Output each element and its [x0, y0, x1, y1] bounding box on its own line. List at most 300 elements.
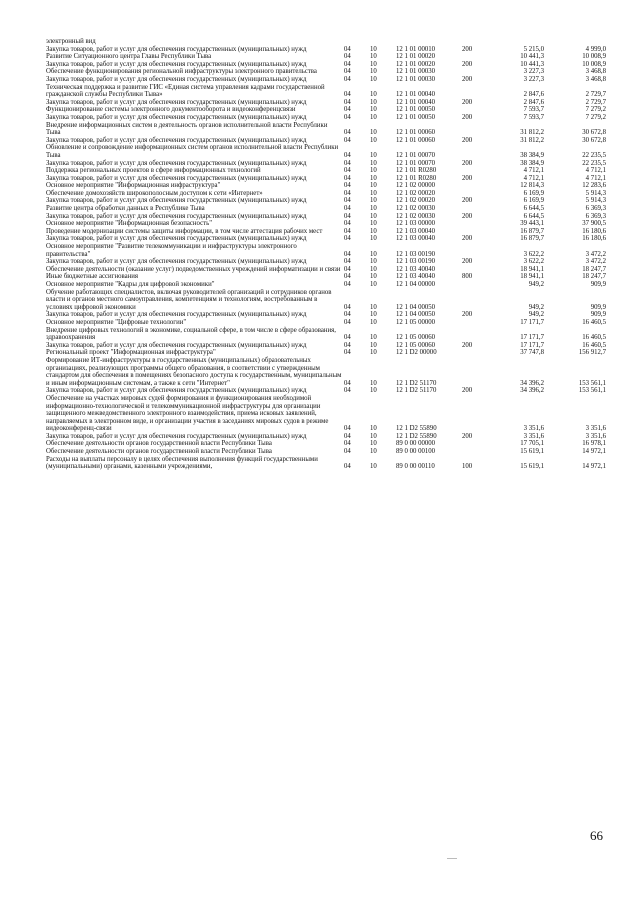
expense-type-code: 200	[462, 60, 473, 68]
row-description: Развитие центра обработки данных в Республике Тыва	[46, 205, 205, 213]
section-code: 04	[344, 273, 351, 281]
table-row	[46, 387, 606, 395]
table-row	[46, 76, 606, 84]
amount-year-2: 3 468,8	[585, 75, 606, 83]
section-code: 04	[344, 151, 351, 159]
subsection-code: 10	[370, 151, 377, 159]
target-article-code: 12 1 D2 51170	[396, 387, 437, 395]
amount-year-2: 10 008,9	[582, 53, 606, 61]
section-code: 04	[344, 387, 351, 395]
section-code: 04	[344, 303, 351, 311]
expense-type-code: 200	[462, 311, 473, 319]
section-code: 04	[344, 60, 351, 68]
table-row	[46, 68, 606, 76]
section-code: 04	[344, 205, 351, 213]
amount-year-2: 16 460,5	[582, 341, 606, 349]
amount-year-1: 6 644,5	[523, 205, 544, 213]
target-article-code: 12 1 01 00070	[396, 151, 436, 159]
subsection-code: 10	[370, 379, 377, 387]
amount-year-2: 22 235,5	[582, 151, 606, 159]
amount-year-2: 3 472,2	[585, 258, 606, 266]
amount-year-1: 949,2	[528, 281, 544, 288]
row-description: Обеспечение на участках мировых судей формирования и функционирования необходимой информационно-технологической и телекоммуникационной инфраструктуры для организации защищенного межведомственного электронного взаимодействия, приема исковых заявлений, направляемых в электронном виде, и организации участия в заседаниях мировых судов в режиме видеоконференц-связи	[46, 394, 329, 433]
section-code: 04	[344, 113, 351, 121]
row-description: Иные бюджетные ассигнования	[46, 273, 139, 281]
section-code: 04	[344, 341, 351, 349]
amount-year-2: 16 460,5	[582, 318, 606, 326]
subsection-code: 10	[370, 235, 377, 243]
table-row	[46, 440, 606, 448]
target-article-code: 12 1 01 00040	[396, 98, 436, 106]
amount-year-1: 7 593,7	[523, 106, 544, 114]
expense-type-code: 200	[462, 197, 473, 205]
target-article-code: 12 1 05 00060	[396, 334, 436, 342]
amount-year-1: 4 712,1	[523, 167, 544, 175]
table-row	[46, 243, 606, 258]
row-description: Обновление и сопровождение информационных систем органов исполнительной власти Республики Тыва	[46, 144, 339, 159]
row-description: Основное мероприятие "Информационная инфраструктура"	[46, 182, 221, 190]
section-code: 04	[344, 167, 351, 175]
table-row	[46, 114, 606, 122]
amount-year-1: 31 812,2	[520, 136, 544, 144]
amount-year-1: 17 171,7	[520, 318, 544, 326]
subsection-code: 10	[370, 265, 377, 273]
expense-type-code: 200	[462, 136, 473, 144]
subsection-code: 10	[370, 334, 377, 342]
expense-type-code: 200	[462, 45, 473, 53]
subsection-code: 10	[370, 167, 377, 175]
target-article-code: 12 1 02 00030	[396, 212, 436, 220]
target-article-code: 12 1 01 00010	[396, 45, 436, 53]
amount-year-2: 153 561,1	[578, 379, 606, 387]
section-code: 04	[344, 45, 351, 53]
row-description: Обеспечение домохозяйств широкополосным доступом к сети «Интернет»	[46, 189, 263, 197]
row-description: Закупка товаров, работ и услуг для обеспечения государственных (муниципальных) нужд	[46, 75, 307, 83]
amount-year-2: 3 351,6	[585, 432, 606, 440]
subsection-code: 10	[370, 91, 377, 99]
target-article-code: 12 1 03 00190	[396, 250, 436, 258]
amount-year-1: 4 712,1	[523, 174, 544, 182]
row-description: Закупка товаров, работ и услуг для обеспечения государственных (муниципальных) нужд	[46, 45, 307, 53]
section-code: 04	[344, 189, 351, 197]
amount-year-2: 14 972,1	[582, 448, 606, 456]
row-description: Закупка товаров, работ и услуг для обеспечения государственных (муниципальных) нужд	[46, 212, 307, 220]
target-article-code: 12 1 01 R0280	[396, 167, 437, 175]
subsection-code: 10	[370, 463, 377, 471]
amount-year-2: 3 472,2	[585, 250, 606, 258]
row-description: Закупка товаров, работ и услуг для обеспечения государственных (муниципальных) нужд	[46, 136, 307, 144]
table-row	[46, 357, 606, 387]
section-code: 04	[344, 212, 351, 220]
table-row	[46, 258, 606, 266]
section-code: 04	[344, 75, 351, 83]
amount-year-1: 10 441,3	[520, 60, 544, 68]
row-description: Проведение модернизации системы защиты информации, в том числе аттестация рабочих мест	[46, 227, 323, 235]
amount-year-1: 17 171,7	[520, 341, 544, 349]
row-description: Основное мероприятие "Информационная безопасность"	[46, 220, 212, 228]
subsection-code: 10	[370, 448, 377, 456]
target-article-code: 12 1 03 00040	[396, 235, 436, 243]
amount-year-1: 31 812,2	[520, 129, 544, 137]
target-article-code: 12 1 02 00020	[396, 197, 436, 205]
subsection-code: 10	[370, 75, 377, 83]
amount-year-1: 6 644,5	[523, 212, 544, 220]
amount-year-2: 6 369,3	[585, 205, 606, 213]
table-row	[46, 205, 606, 213]
section-code: 04	[344, 220, 351, 228]
target-article-code: 12 1 01 00020	[396, 53, 436, 61]
table-row	[46, 456, 606, 471]
subsection-code: 10	[370, 273, 377, 281]
table-row	[46, 311, 606, 319]
amount-year-1: 39 443,1	[520, 220, 544, 228]
section-code: 04	[344, 250, 351, 258]
row-description: Обеспечение деятельности органов государственной власти Республики Тыва	[46, 440, 272, 448]
subsection-code: 10	[370, 106, 377, 114]
amount-year-1: 18 941,1	[520, 265, 544, 273]
row-description: Закупка товаров, работ и услуг для обеспечения государственных (муниципальных) нужд	[46, 235, 307, 243]
subsection-code: 10	[370, 136, 377, 144]
amount-year-2: 2 729,7	[585, 91, 606, 99]
subsection-code: 10	[370, 258, 377, 266]
amount-year-2: 16 180,6	[582, 227, 606, 235]
subsection-code: 10	[370, 98, 377, 106]
expense-type-code: 200	[462, 387, 473, 395]
table-row	[46, 46, 606, 54]
amount-year-1: 38 384,9	[520, 151, 544, 159]
table-row	[46, 433, 606, 441]
section-code: 04	[344, 265, 351, 273]
table-row	[46, 220, 606, 228]
target-article-code: 12 1 03 00040	[396, 227, 436, 235]
amount-year-1: 16 879,7	[520, 227, 544, 235]
target-article-code: 89 0 00 00110	[396, 463, 435, 471]
amount-year-1: 6 169,9	[523, 189, 544, 197]
table-row	[46, 266, 606, 274]
target-article-code: 12 1 01 R0280	[396, 174, 437, 182]
table-row	[46, 53, 606, 61]
amount-year-2: 18 247,7	[582, 273, 606, 281]
table-row	[46, 122, 606, 137]
row-description: Обеспечение деятельности органов государственной власти Республики Тыва	[46, 448, 272, 456]
expense-type-code: 200	[462, 341, 473, 349]
subsection-code: 10	[370, 113, 377, 121]
section-code: 04	[344, 182, 351, 190]
amount-year-1: 2 847,6	[523, 91, 544, 99]
amount-year-2: 7 279,2	[585, 113, 606, 121]
expense-type-code: 100	[462, 463, 473, 471]
section-code: 04	[344, 311, 351, 319]
target-article-code: 12 1 01 00050	[396, 106, 436, 114]
amount-year-2: 5 914,3	[585, 189, 606, 197]
target-article-code: 89 0 00 00000	[396, 440, 436, 448]
section-code: 04	[344, 197, 351, 205]
row-description: Развитие Ситуационного центра Главы Республики Тыва	[46, 53, 212, 61]
row-description: Закупка товаров, работ и услуг для обеспечения государственных (муниципальных) нужд	[46, 159, 307, 167]
section-code: 04	[344, 425, 351, 433]
amount-year-1: 12 814,3	[520, 182, 544, 190]
table-row	[46, 235, 606, 243]
subsection-code: 10	[370, 212, 377, 220]
expense-type-code: 200	[462, 174, 473, 182]
table-row	[46, 61, 606, 69]
row-description: Расходы на выплаты персоналу в целях обеспечения выполнения функций государственными (муниципальными) органами, казенными учреждениями,	[46, 455, 318, 471]
target-article-code: 12 1 01 00030	[396, 75, 436, 83]
target-article-code: 12 1 03 00190	[396, 258, 436, 266]
target-article-code: 12 1 01 00070	[396, 159, 436, 167]
amount-year-1: 15 619,1	[520, 463, 544, 471]
subsection-code: 10	[370, 311, 377, 319]
row-description: Основное мероприятие "Цифровые технологии"	[46, 318, 187, 326]
target-article-code: 12 1 D2 51170	[396, 379, 437, 387]
row-description: Закупка товаров, работ и услуг для обеспечения государственных (муниципальных) нужд	[46, 113, 307, 121]
subsection-code: 10	[370, 387, 377, 395]
budget-table	[46, 38, 606, 471]
row-description: Закупка товаров, работ и услуг для обеспечения государственных (муниципальных) нужд	[46, 258, 307, 266]
target-article-code: 12 1 01 00020	[396, 60, 436, 68]
table-row	[46, 289, 606, 312]
amount-year-2: 22 235,5	[582, 159, 606, 167]
row-description: Обеспечение функционирования региональной инфраструктуры электронного правительства	[46, 68, 317, 76]
row-description: Функционирование системы электронного документооборота и видеоконференцсвязи	[46, 106, 296, 114]
target-article-code: 12 1 01 00030	[396, 68, 436, 76]
amount-year-1: 17 705,1	[520, 440, 544, 448]
section-code: 04	[344, 318, 351, 326]
section-code: 04	[344, 334, 351, 342]
section-code: 04	[344, 159, 351, 167]
amount-year-1: 34 396,2	[520, 379, 544, 387]
table-row	[46, 38, 606, 46]
amount-year-2: 37 900,5	[582, 220, 606, 228]
table-row	[46, 281, 606, 289]
row-description: Закупка товаров, работ и услуг для обеспечения государственных (муниципальных) нужд	[46, 174, 307, 182]
amount-year-2: 12 283,6	[582, 182, 606, 190]
row-description: Закупка товаров, работ и услуг для обеспечения государственных (муниципальных) нужд	[46, 197, 307, 205]
page-number: 66	[590, 828, 603, 843]
table-row	[46, 273, 606, 281]
expense-type-code: 200	[462, 212, 473, 220]
section-code: 04	[344, 68, 351, 76]
target-article-code: 12 1 02 00030	[396, 205, 436, 213]
target-article-code: 12 1 D2 55890	[396, 425, 437, 433]
target-article-code: 12 1 01 00050	[396, 113, 436, 121]
row-description: Основное мероприятие "Кадры для цифровой экономики"	[46, 281, 215, 288]
amount-year-2: 30 672,8	[582, 129, 606, 137]
subsection-code: 10	[370, 197, 377, 205]
section-code: 04	[344, 281, 351, 288]
row-description: Закупка товаров, работ и услуг для обеспечения государственных (муниципальных) нужд	[46, 432, 307, 440]
section-code: 04	[344, 106, 351, 114]
subsection-code: 10	[370, 189, 377, 197]
amount-year-1: 5 215,0	[523, 45, 544, 53]
target-article-code: 12 1 D2 55890	[396, 432, 437, 440]
amount-year-2: 30 672,8	[582, 136, 606, 144]
amount-year-2: 3 351,6	[585, 425, 606, 433]
section-code: 04	[344, 174, 351, 182]
table-row	[46, 160, 606, 168]
target-article-code: 12 1 04 00000	[396, 281, 436, 288]
amount-year-2: 3 468,8	[585, 68, 606, 76]
row-description: Региональный проект "Информационная инфраструктура"	[46, 349, 216, 357]
row-description: Поддержка региональных проектов в сфере информационных технологий	[46, 167, 261, 175]
target-article-code: 12 1 05 00060	[396, 341, 436, 349]
table-row	[46, 349, 606, 357]
amount-year-1: 2 847,6	[523, 98, 544, 106]
subsection-code: 10	[370, 68, 377, 76]
amount-year-2: 18 247,7	[582, 265, 606, 273]
amount-year-2: 7 279,2	[585, 106, 606, 114]
amount-year-2: 4 712,1	[585, 167, 606, 175]
amount-year-1: 38 384,9	[520, 159, 544, 167]
amount-year-1: 34 396,2	[520, 387, 544, 395]
section-code: 04	[344, 258, 351, 266]
target-article-code: 12 1 03 40040	[396, 273, 436, 281]
table-row	[46, 106, 606, 114]
expense-type-code: 200	[462, 113, 473, 121]
amount-year-2: 156 912,7	[578, 349, 606, 357]
row-description: Обучение работающих специалистов, включая руководителей организаций и сотрудников органов власти и органов местного самоуправления, компетенциям и технологиям, востребованным в условиях цифровой экономики	[46, 288, 332, 311]
table-row	[46, 327, 606, 342]
amount-year-2: 2 729,7	[585, 98, 606, 106]
expense-type-code: 200	[462, 235, 473, 243]
table-row	[46, 190, 606, 198]
table-row	[46, 342, 606, 350]
expense-type-code: 800	[462, 273, 473, 281]
table-row	[46, 84, 606, 99]
amount-year-1: 15 619,1	[520, 448, 544, 456]
row-description: электронный вид	[46, 38, 96, 45]
amount-year-2: 4 712,1	[585, 174, 606, 182]
amount-year-1: 3 227,3	[523, 75, 544, 83]
amount-year-1: 7 593,7	[523, 113, 544, 121]
row-description: Закупка товаров, работ и услуг для обеспечения государственных (муниципальных) нужд	[46, 60, 307, 68]
section-code: 04	[344, 432, 351, 440]
subsection-code: 10	[370, 440, 377, 448]
target-article-code: 12 1 01 00060	[396, 129, 436, 137]
table-row	[46, 175, 606, 183]
section-code: 04	[344, 379, 351, 387]
expense-type-code: 200	[462, 98, 473, 106]
amount-year-1: 17 171,7	[520, 334, 544, 342]
row-description: Формирование ИТ-инфраструктуры в государственных (муниципальных) образовательных организациях, реализующих программы общего образования, в соответствии с утвержденным стандартом для обеспечения в помещениях безопасного доступа к государственным, муниципальным и иным информационным системам, а также к сети "Интернет"	[46, 356, 342, 387]
amount-year-1: 16 879,7	[520, 235, 544, 243]
amount-year-1: 3 351,6	[523, 425, 544, 433]
amount-year-2: 909,9	[590, 303, 606, 311]
table-row	[46, 395, 606, 433]
expense-type-code: 200	[462, 432, 473, 440]
expense-type-code: 200	[462, 159, 473, 167]
row-description: Закупка товаров, работ и услуг для обеспечения государственных (муниципальных) нужд	[46, 98, 307, 106]
row-description: Закупка товаров, работ и услуг для обеспечения государственных (муниципальных) нужд	[46, 311, 307, 319]
amount-year-1: 6 169,9	[523, 197, 544, 205]
table-row	[46, 319, 606, 327]
amount-year-1: 3 351,6	[523, 432, 544, 440]
target-article-code: 12 1 D2 00000	[396, 349, 437, 357]
section-code: 04	[344, 53, 351, 61]
target-article-code: 12 1 02 00020	[396, 189, 436, 197]
amount-year-2: 10 008,9	[582, 60, 606, 68]
amount-year-2: 909,9	[590, 311, 606, 319]
section-code: 04	[344, 440, 351, 448]
target-article-code: 12 1 04 00050	[396, 303, 436, 311]
subsection-code: 10	[370, 205, 377, 213]
subsection-code: 10	[370, 53, 377, 61]
subsection-code: 10	[370, 250, 377, 258]
row-description: Обеспечение деятельности (оказание услуг) подведомственных учреждений информатизации и связи	[46, 265, 341, 273]
section-code: 04	[344, 91, 351, 99]
subsection-code: 10	[370, 341, 377, 349]
amount-year-1: 949,2	[528, 311, 544, 319]
subsection-code: 10	[370, 349, 377, 357]
amount-year-2: 14 972,1	[582, 463, 606, 471]
amount-year-2: 16 180,6	[582, 235, 606, 243]
row-description: Внедрение цифровых технологий в экономике, социальной сфере, в том числе в сфере образования, здравоохранения	[46, 326, 336, 342]
amount-year-1: 949,2	[528, 303, 544, 311]
row-description: Закупка товаров, работ и услуг для обеспечения государственных (муниципальных) нужд	[46, 387, 307, 395]
target-article-code: 12 1 02 00000	[396, 182, 436, 190]
table-row	[46, 182, 606, 190]
row-description: Закупка товаров, работ и услуг для обеспечения государственных (муниципальных) нужд	[46, 341, 307, 349]
subsection-code: 10	[370, 45, 377, 53]
target-article-code: 12 1 03 00000	[396, 220, 436, 228]
expense-type-code: 200	[462, 75, 473, 83]
subsection-code: 10	[370, 159, 377, 167]
target-article-code: 89 0 00 00100	[396, 448, 436, 456]
target-article-code: 12 1 03 40040	[396, 265, 436, 273]
subsection-code: 10	[370, 281, 377, 288]
amount-year-2: 5 914,3	[585, 197, 606, 205]
target-article-code: 12 1 05 00000	[396, 318, 436, 326]
amount-year-2: 909,9	[590, 281, 606, 288]
amount-year-2: 16 978,1	[582, 440, 606, 448]
table-row	[46, 197, 606, 205]
target-article-code: 12 1 04 00050	[396, 311, 436, 319]
subsection-code: 10	[370, 227, 377, 235]
section-code: 04	[344, 98, 351, 106]
subsection-code: 10	[370, 129, 377, 137]
amount-year-2: 153 561,1	[578, 387, 606, 395]
row-description: Основное мероприятие "Развитие телекоммуникации и инфраструктуры электронного правительства"	[46, 243, 297, 258]
section-code: 04	[344, 227, 351, 235]
subsection-code: 10	[370, 303, 377, 311]
section-code: 04	[344, 129, 351, 137]
table-row	[46, 448, 606, 456]
target-article-code: 12 1 01 00040	[396, 91, 436, 99]
section-code: 04	[344, 448, 351, 456]
section-code: 04	[344, 463, 351, 471]
amount-year-1: 3 227,3	[523, 68, 544, 76]
table-row	[46, 99, 606, 107]
table-row	[46, 228, 606, 236]
subsection-code: 10	[370, 174, 377, 182]
amount-year-1: 3 622,2	[523, 258, 544, 266]
table-row	[46, 167, 606, 175]
subsection-code: 10	[370, 60, 377, 68]
table-row	[46, 213, 606, 221]
amount-year-2: 4 999,0	[585, 45, 606, 53]
subsection-code: 10	[370, 425, 377, 433]
subsection-code: 10	[370, 220, 377, 228]
target-article-code: 12 1 01 00060	[396, 136, 436, 144]
expense-type-code: 200	[462, 258, 473, 266]
amount-year-2: 16 460,5	[582, 334, 606, 342]
amount-year-2: 6 369,3	[585, 212, 606, 220]
table-row	[46, 144, 606, 159]
subsection-code: 10	[370, 182, 377, 190]
row-description: Внедрение информационных систем в деятельность органов исполнительной власти Республики Тыва	[46, 121, 328, 137]
table-row	[46, 137, 606, 145]
amount-year-1: 10 441,3	[520, 53, 544, 61]
